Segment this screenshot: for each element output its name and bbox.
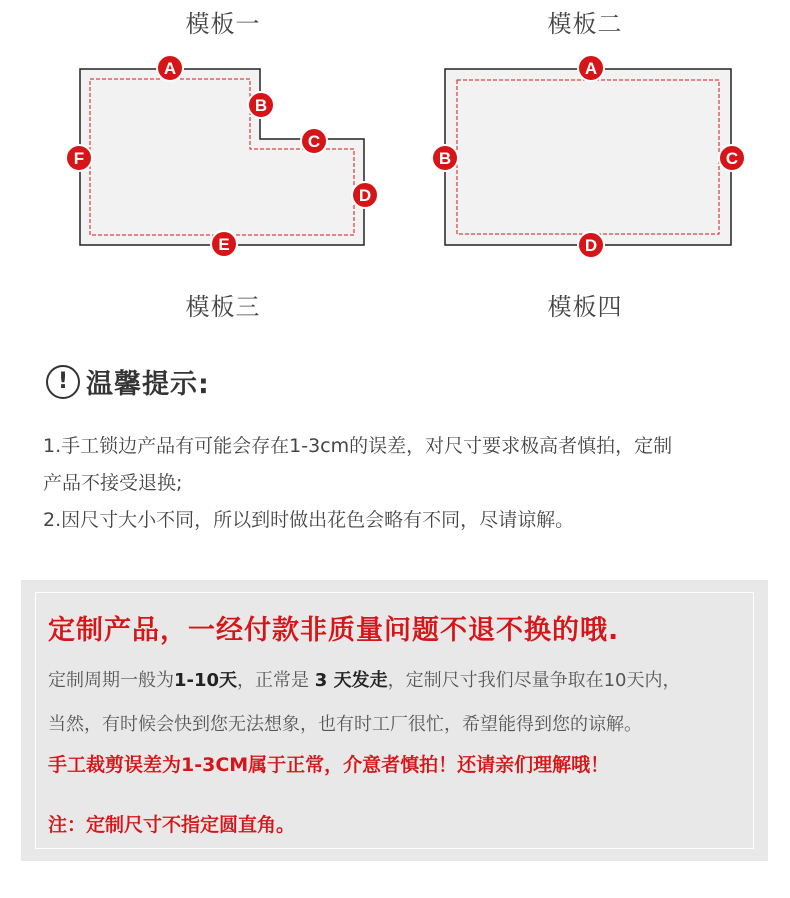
template-title-3: 模板三 bbox=[185, 293, 261, 321]
notice-understanding-line: 当然，有时候会快到您无法想象，也有时工厂很忙，希望能得到您的谅解。 bbox=[48, 714, 642, 735]
template-two-diagram bbox=[425, 50, 755, 265]
marker-a-label: A bbox=[584, 59, 598, 78]
template-title-2: 模板二 bbox=[547, 10, 623, 38]
exclamation-icon: ! bbox=[46, 365, 80, 399]
template-one-diagram bbox=[60, 50, 390, 265]
notice-corner-note: 注：定制尺寸不指定圆直角。 bbox=[48, 814, 296, 836]
marker-c bbox=[719, 145, 745, 171]
notice-frame bbox=[35, 592, 754, 849]
marker-c-label: C bbox=[307, 132, 321, 151]
template-title-4: 模板四 bbox=[547, 293, 623, 321]
marker-e bbox=[211, 231, 237, 257]
marker-b bbox=[248, 92, 274, 118]
marker-d-label: D bbox=[584, 236, 598, 255]
tips-body bbox=[43, 428, 778, 539]
notice-headline: 定制产品，一经付款非质量问题不退不换的哦. bbox=[48, 615, 620, 646]
marker-d bbox=[578, 232, 604, 258]
notice-panel bbox=[21, 580, 768, 861]
marker-b bbox=[432, 145, 458, 171]
tip-line-3: 2.因尺寸大小不同，所以到时做出花色会略有不同，尽请谅解。 bbox=[43, 509, 575, 531]
marker-f-label: F bbox=[73, 149, 85, 168]
tip-line-1: 1.手工锁边产品有可能会存在1-3cm的误差，对尺寸要求极高者慎拍，定制 bbox=[43, 435, 673, 457]
marker-c bbox=[301, 128, 327, 154]
marker-d-label: D bbox=[358, 186, 372, 205]
tips-title: 温馨提示: bbox=[86, 369, 210, 400]
notice-error-warning: 手工裁剪误差为1-3CM属于正常，介意者慎拍！还请亲们理解哦！ bbox=[48, 754, 610, 776]
marker-b-label: B bbox=[254, 96, 268, 115]
tip-line-2: 产品不接受退换; bbox=[43, 472, 183, 494]
template-title-1: 模板一 bbox=[185, 10, 261, 38]
notice-cycle-line: 定制周期一般为1-10天，正常是 3 天发走，定制尺寸我们尽量争取在10天内， bbox=[48, 670, 681, 691]
marker-e-label: E bbox=[218, 235, 230, 254]
tips-header bbox=[46, 362, 210, 401]
marker-a bbox=[157, 55, 183, 81]
marker-f bbox=[66, 145, 92, 171]
marker-a-label: A bbox=[163, 59, 177, 78]
marker-c-label: C bbox=[725, 149, 739, 168]
marker-b-label: B bbox=[438, 149, 452, 168]
marker-a bbox=[578, 55, 604, 81]
marker-d bbox=[352, 182, 378, 208]
